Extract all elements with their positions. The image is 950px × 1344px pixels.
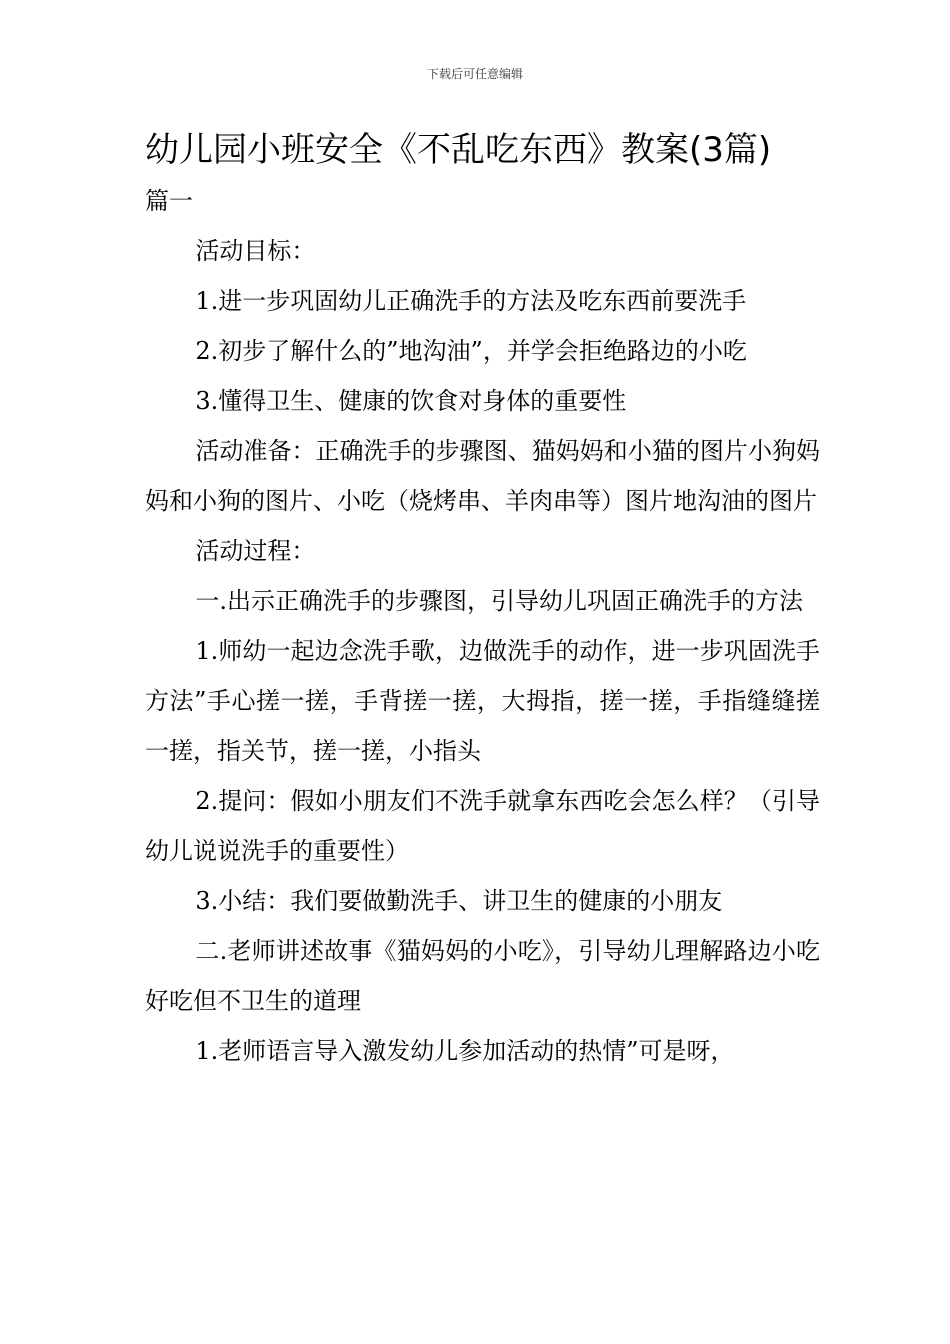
paragraph: 一.出示正确洗手的步骤图，引导幼儿巩固正确洗手的方法 xyxy=(195,587,804,615)
paragraph: 2.提问：假如小朋友们不洗手就拿东西吃会怎么样？（引导幼儿说说洗手的重要性） xyxy=(145,787,820,865)
paragraph: 活动准备：正确洗手的步骤图、猫妈妈和小猫的图片小狗妈妈和小狗的图片、小吃（烧烤串、羊肉串等）图片地沟油的图片 xyxy=(145,437,820,515)
document-title: 幼儿园小班安全《不乱吃东西》教案(3篇) xyxy=(145,130,772,170)
paragraph: 3.懂得卫生、健康的饮食对身体的重要性 xyxy=(195,387,627,415)
paragraph: 活动目标： xyxy=(195,237,316,265)
paragraph: 活动过程： xyxy=(195,537,316,565)
paragraph: 1.师幼一起边念洗手歌，边做洗手的动作，进一步巩固洗手方法”手心搓一搓，手背搓一搓，大拇指，搓一搓，手指缝缝搓一搓，指关节，搓一搓，小指头 xyxy=(145,637,820,765)
page-header: 下载后可任意编辑 xyxy=(426,67,523,81)
document-body xyxy=(145,176,820,1076)
paragraph: 2.初步了解什么的”地沟油”，并学会拒绝路边的小吃 xyxy=(195,337,747,365)
paragraph: 1.老师语言导入激发幼儿参加活动的热情”可是呀， xyxy=(195,1037,735,1065)
paragraph: 1.进一步巩固幼儿正确洗手的方法及吃东西前要洗手 xyxy=(195,287,747,315)
paragraph: 二.老师讲述故事《猫妈妈的小吃》，引导幼儿理解路边小吃好吃但不卫生的道理 xyxy=(145,937,820,1015)
paragraph: 3.小结：我们要做勤洗手、讲卫生的健康的小朋友 xyxy=(195,887,723,915)
section-label: 篇一 xyxy=(145,187,193,215)
